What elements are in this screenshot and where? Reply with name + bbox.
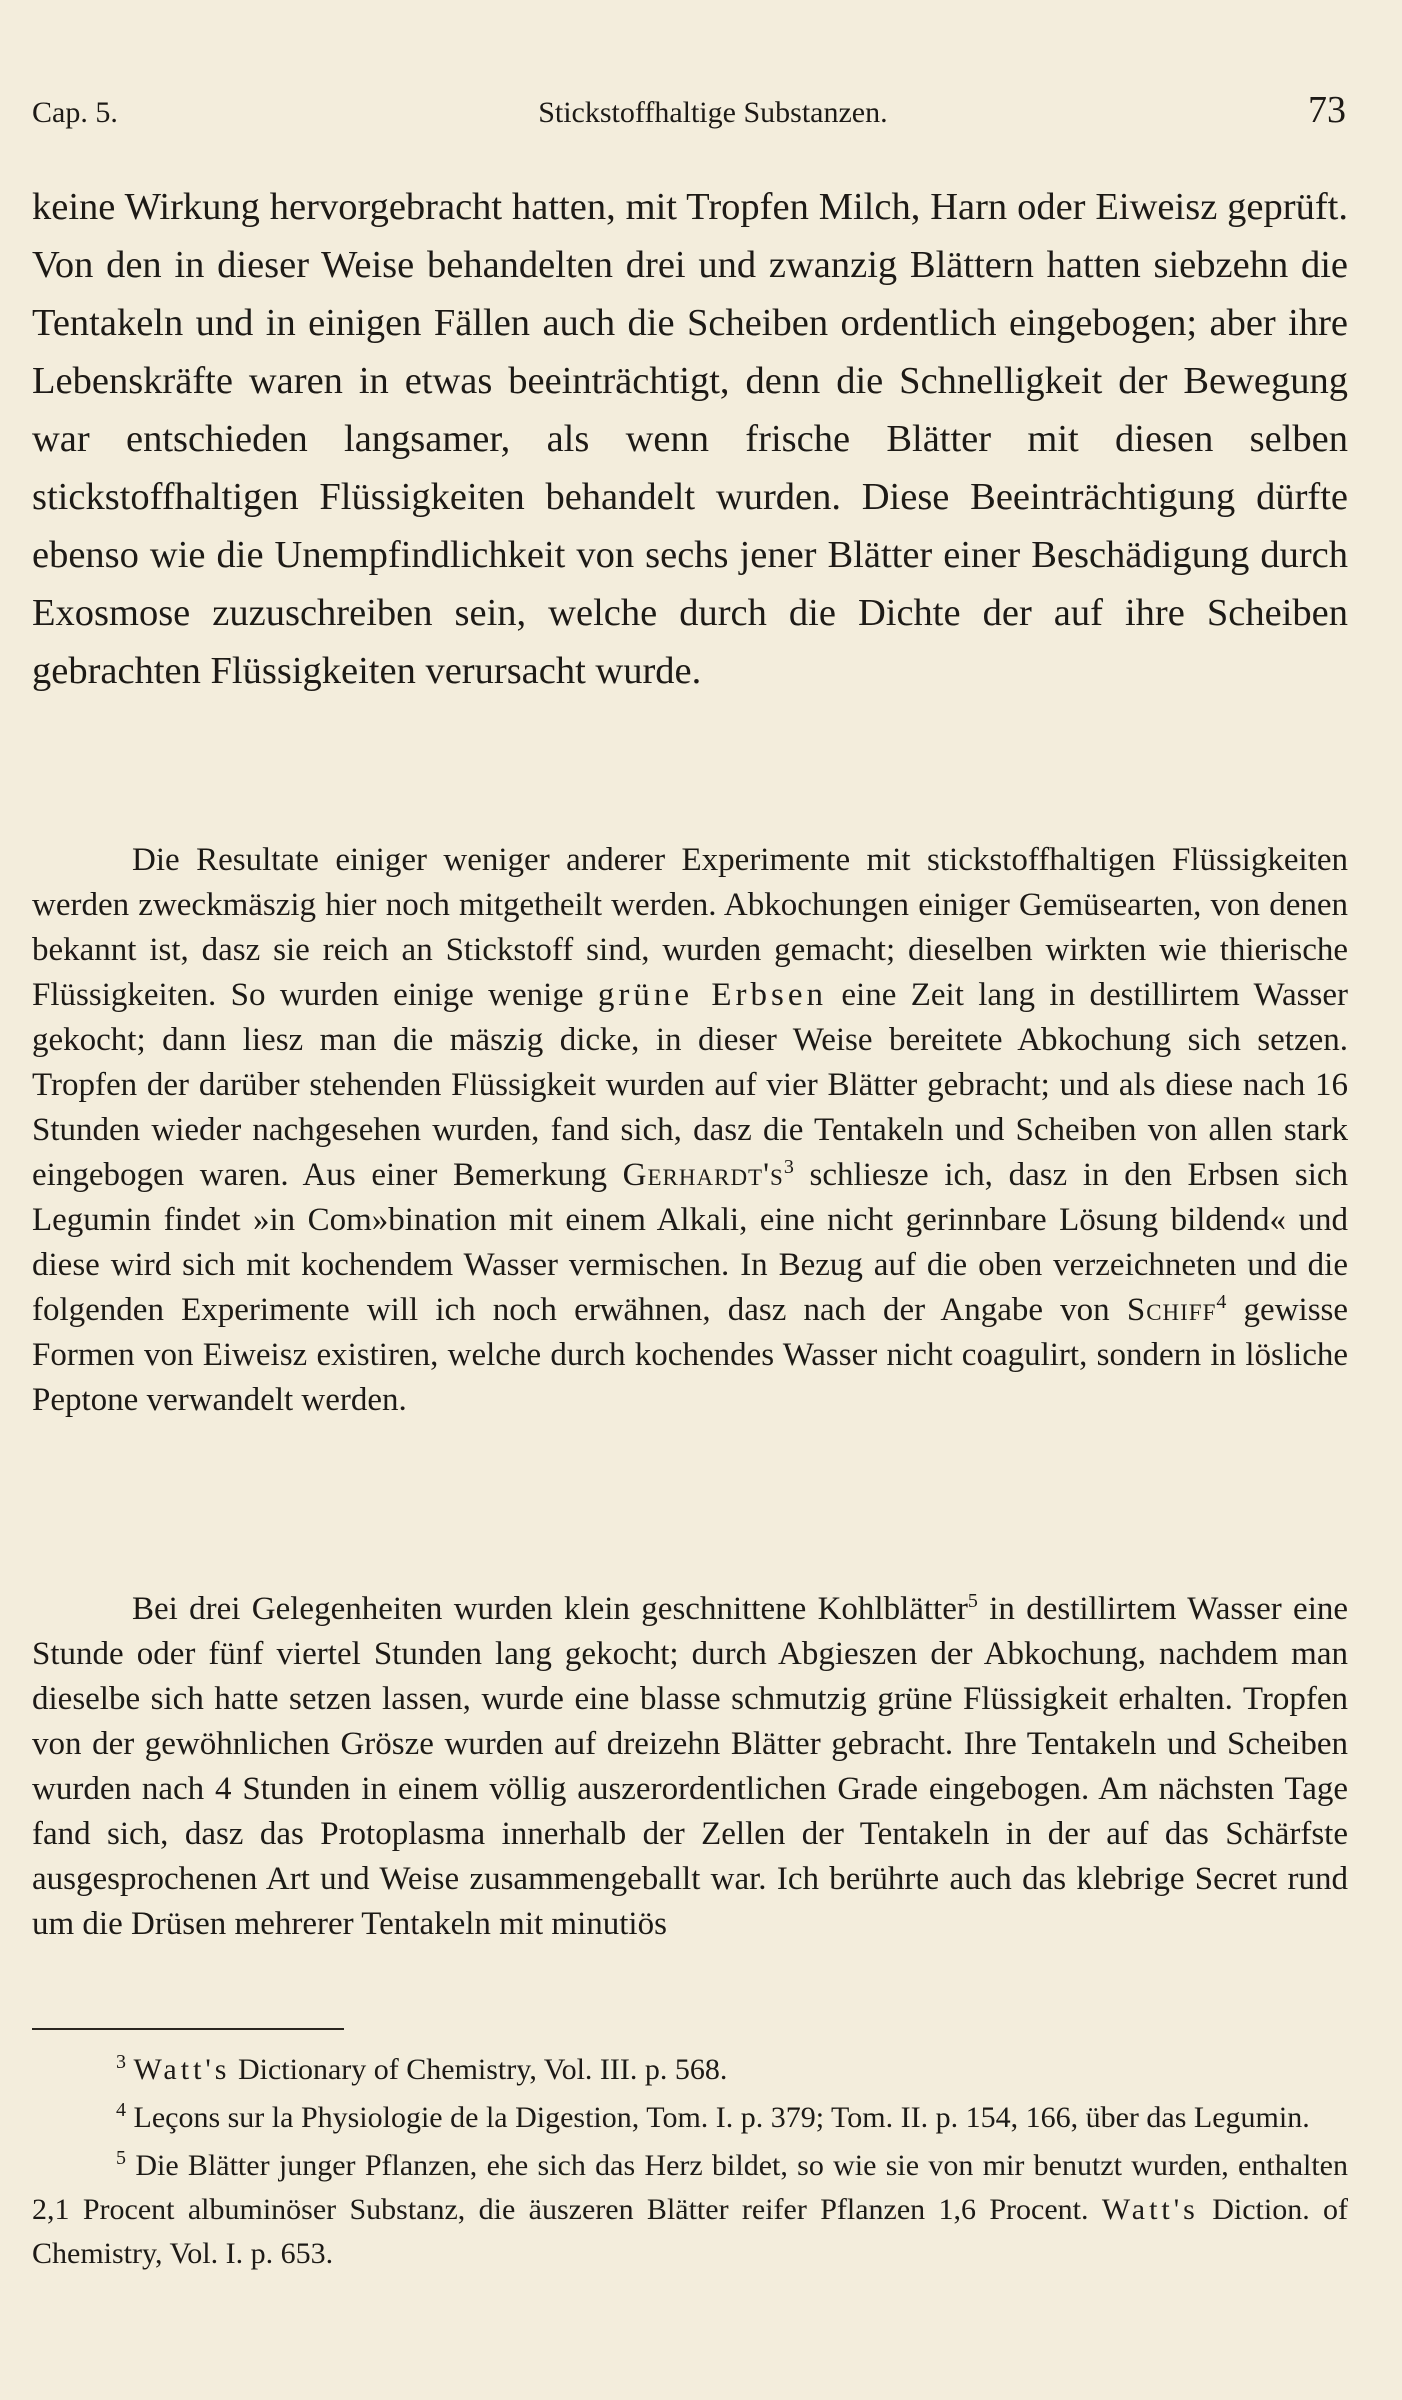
- page-number: 73: [1307, 89, 1346, 131]
- footnote-text-end: Diction. of Chemistry, Vol. I. p. 653.: [32, 2193, 1349, 2270]
- paragraph-2-text-c: schliesze ich, dasz in den Erbsen sich Legumin findet »in Com»bination mit einem Alkali, eine nicht gerinnbare Lösung bildend« und diese wird sich mit kochendem Wasser vermischen. In Bezug auf die oben verzeichneten und die folgenden Experimente will ich noch erwähnen, dasz nach der Angabe von: [32, 1157, 1349, 1328]
- author-name-schiff: Schiff: [1126, 1292, 1217, 1328]
- paragraph-2-text-d: gewisse Formen von Eiweisz existiren, welche durch kochendes Wasser nicht coagulirt, sondern in lösliche Peptone verwandelt werden.: [32, 1292, 1349, 1418]
- footnote-ref-3: 3: [783, 1156, 794, 1178]
- chapter-label: Cap. 5.: [32, 96, 118, 129]
- footnote-text: Dictionary of Chemistry, Vol. III. p. 568.: [237, 2053, 728, 2086]
- paragraph-3: [32, 1587, 1348, 1947]
- footnote-text: Die Blätter junger Pflanzen, ehe sich das Herz bildet, so wie sie von mir benutzt wurden, enthalten 2,1 Procent albuminöser Substanz, die äuszeren Blätter reifer Pflanzen 1,6 Procent.: [32, 2149, 1348, 2226]
- running-header: [32, 88, 1346, 138]
- author-name-gerhardt: Gerhardt's: [622, 1157, 784, 1193]
- running-title: Stickstoffhaltige Substanzen.: [538, 96, 888, 129]
- footnote-ref-4: 4: [1216, 1291, 1227, 1313]
- footnote-text: Leçons sur la Physiologie de la Digestion, Tom. I. p. 379; Tom. II. p. 154, 166, über das Legumin.: [133, 2101, 1310, 2134]
- footnote-3: [32, 2048, 1348, 2092]
- paragraph-3-text-a: Bei drei Gelegenheiten wurden klein geschnittene Kohlblätter: [132, 1591, 968, 1627]
- footnote-5: [32, 2144, 1348, 2276]
- footnote-mark: 3: [116, 2051, 126, 2073]
- paragraph-2: [32, 838, 1348, 1423]
- paragraph-2-text-a: Die Resultate einiger weniger anderer Experimente mit stickstoffhaltigen Flüssigkeiten werden zweckmäszig hier noch mitgetheilt werden. Abkochungen einiger Gemüsearten, von denen bekannt ist, dasz sie reich an Stickstoff sind, wurden gemacht; dieselben wirkten wie thierische Flüssigkeiten. So wurden einige wenige: [32, 842, 1348, 1013]
- paragraph-2-text-b: eine Zeit lang in destillirtem Wasser gekocht; dann liesz man die mäszig dicke, in dieser Weise bereitete Abkochung sich setzen. Tropfen der darüber stehenden Flüssigkeit wurden auf vier Blätter gebracht; und als diese nach 16 Stunden wieder nachgesehen wurden, fand sich, dasz die Tentakeln und Scheiben von allen stark eingebogen waren. Aus einer Bemerkung: [32, 977, 1349, 1193]
- paragraph-1-text: keine Wirkung hervorgebracht hatten, mit Tropfen Milch, Harn oder Eiweisz geprüft. Von den in dieser Weise behandelten drei und zwanzig Blättern hatten siebzehn die Tentakeln und in einigen Fällen auch die Scheiben ordentlich eingebogen; aber ihre Lebenskräfte waren in etwas beeinträchtigt, denn die Schnelligkeit der Bewegung war entschieden langsamer, als wenn frische Blätter mit diesen selben stickstoffhaltigen Flüssigkeiten behandelt wurden. Diese Beeinträchtigung dürfte ebenso wie die Unempfindlichkeit von sechs jener Blätter einer Beschädigung durch Exosmose zuzuschreiben sein, welche durch die Dichte der auf ihre Scheiben gebrachten Flüssigkeiten verursacht wurde.: [32, 186, 1348, 692]
- footnote-4: [32, 2096, 1348, 2140]
- footnote-mark: 4: [116, 2099, 126, 2121]
- paragraph-3-text-b: in destillirtem Wasser eine Stunde oder fünf viertel Stunden lang gekocht; durch Abgieszen der Abkochung, nachdem man dieselbe sich hatte setzen lassen, wurde eine blasse schmutzig grüne Flüssigkeit erhalten. Tropfen von der gewöhnlichen Grösze wurden auf dreizehn Blätter gebracht. Ihre Tentakeln und Scheiben wurden nach 4 Stunden in einem völlig auszerordentlichen Grade eingebogen. Am nächsten Tage fand sich, dasz das Protoplasma innerhalb der Zellen der Tentakeln in der auf das Schärfste ausgesprochenen Art und Weise zusammengeballt war. Ich berührte auch das klebrige Secret rund um die Drüsen mehrerer Tentakeln mit minutiös: [32, 1591, 1349, 1942]
- footnotes: [32, 2048, 1348, 2280]
- spaced-term: Watt's: [1101, 2193, 1199, 2226]
- footnote-mark: 5: [116, 2147, 126, 2169]
- footnote-ref-5: 5: [967, 1590, 978, 1612]
- spaced-term: grüne Erbsen: [597, 977, 828, 1013]
- spaced-term: Watt's: [133, 2053, 231, 2086]
- paragraph-1: [32, 178, 1348, 700]
- footnote-divider: [32, 2028, 344, 2030]
